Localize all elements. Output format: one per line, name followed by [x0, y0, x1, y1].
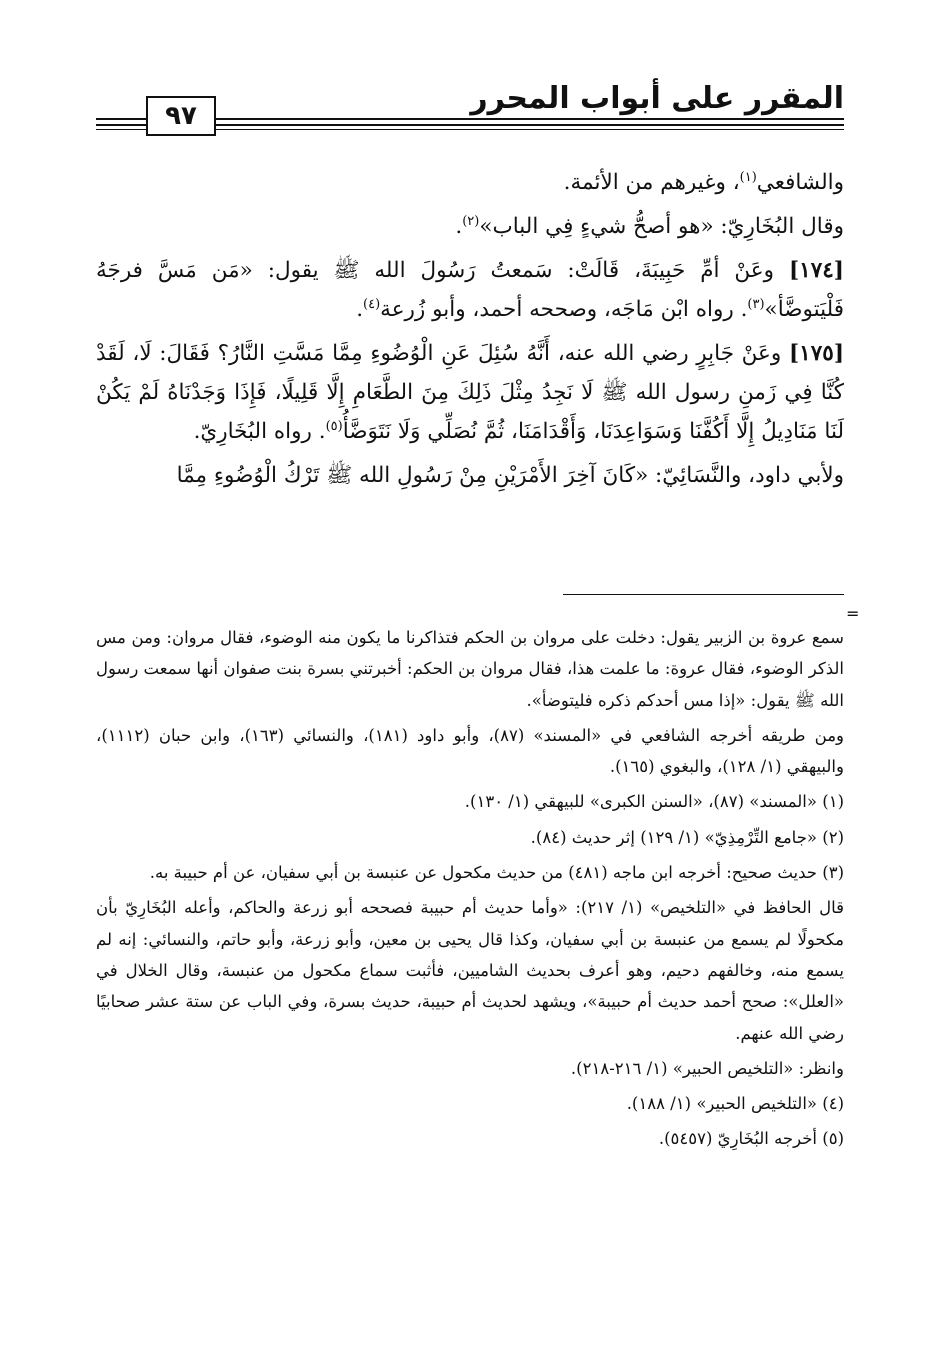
page-header — [96, 78, 844, 138]
footnote-5: (٥) أخرجه البُخَارِيّ (٥٤٥٧). — [658, 1129, 844, 1149]
footnote-continued: سمع عروة بن الزبير يقول: دخلت على مروان بن الحكم فتذاكرنا ما يكون منه الوضوء، فقال مروان: ومن مس الذكر الوضوء، فقال عروة: ما علمت هذا، فقال مروان بن الحكم: أخبرتني بسرة بنت صفوان أنها سمعت رسول الله ﷺ يقول: «إذا مس أحدكم ذكره فليتوضأ». — [96, 628, 844, 710]
footnote-3-discussion: قال الحافظ في «التلخيص» (١/ ٢١٧): «وأما حديث أم حبيبة فصححه أبو زرعة والحاكم، وأعله البُخَارِيّ بأن مكحولًا لم يسمع من عنبسة بن أبي سفيان، وكذا قال يحيى بن معين، وأبو زرعة، وأبو حاتم، والنسائي: إنه لم يسمع منه، وخالفهم دحيم، وهو أعرف بحديث الشاميين، فأثبت سماع مكحول من عنبسة، وقال الخلال في «العلل»: صحح أحمد حديث أم حبيبة»، ويشهد لحديث أم حبيبة، حديث بسرة، وفي الباب عن ستة عشر صحابيًا رضي الله عنهم. — [96, 898, 844, 1043]
book-title: المقرر على أبواب المحرر — [470, 81, 844, 116]
paragraph-shafii: والشافعي$^{(١)}$، وغيرهم من الأئمة. — [563, 169, 844, 195]
footnote-3: (٣) حديث صحيح: أخرجه ابن ماجه (٤٨١) من حديث مكحول عن عنبسة بن أبي سفيان، عن أم حبيبة به. — [149, 863, 844, 883]
footnote-continued-sources: ومن طريقه أخرجه الشافعي في «المسند» (٨٧)، وأبو داود (١٨١)، والنسائي (١٦٣)، وابن حبان (١١١٢)، والبيهقي (١/ ١٢٨)، والبغوي (١٦٥). — [96, 725, 845, 777]
footnote-3-see-also: وانظر: «التلخيص الحبير» (١/ ٢١٦-٢١٨). — [570, 1058, 844, 1078]
page-number: ٩٧ — [146, 96, 216, 136]
footnote-1: (١) «المسند» (٨٧)، «السنن الكبرى» للبيهقي (١/ ١٣٠). — [464, 792, 844, 812]
paragraph-bukhari-quote: وقال البُخَارِيّ: «هو أصحُّ شيءٍ فِي الباب»$^{(٢)}$. — [455, 213, 844, 239]
footnote-ref-5: (٥) — [325, 418, 343, 434]
paragraph-abu-dawud: ولأبي داود، والنَّسَائِيّ: «كَانَ آخِرَ الأَمْرَيْنِ مِنْ رَسُولِ الله ﷺ تَرْكُ الْوُضُوءِ مِمَّا — [176, 463, 844, 488]
hadith-number-174: [١٧٤] — [788, 258, 844, 283]
footnotes — [96, 622, 844, 1159]
footnote-ref-2: (٢) — [462, 213, 480, 229]
hadith-number-175: [١٧٥] — [788, 341, 844, 366]
footnote-ref-1: (١) — [739, 169, 757, 185]
footnote-ref-4: (٤) — [363, 296, 381, 312]
hadith-174: [١٧٤] وعَنْ أمِّ حَبِيبَةَ، قَالَتْ: سَمعتُ رَسُولَ الله ﷺ يقول: «مَن مَسَّ فرجَهُ فَلْيَتوضَّأ»$^{(٣)}$. رواه ابْن مَاجَه، وصححه أحمد، وأبو زُرعة$^{(٤)}$. — [96, 258, 844, 322]
footnote-separator — [563, 594, 844, 595]
hadith-175: [١٧٥] وعَنْ جَابِرٍ رضي الله عنه، أَنَّهُ سُئِلَ عَنِ الْوُضُوءِ مِمَّا مَسَّتِ النَّارُ؟ فَقَالَ: لَا، لَقَدْ كُنَّا فِي زَمنِ رسول الله ﷺ لَا نَجِدُ مِثْلَ ذَلِكَ مِنَ الطَّعَامِ إِلَّا قَلِيلًا، فَإِذَا وَجَدْنَاهُ لَمْ يَكُنْ لَنَا مَنَادِيلُ إِلَّا أَكُفَّنَا وَسَوَاعِدَنَا، وَأَقْدَامَنَا، ثُمَّ نُصَلِّي وَلَا نَتَوَضَّأُ$^{(٥)}$. رواه البُخَارِيّ. — [96, 341, 844, 444]
main-text — [96, 163, 844, 500]
footnote-2: (٢) «جامع التِّرْمِذِيّ» (١/ ١٢٩) إثر حديث (٨٤). — [530, 827, 844, 847]
footnote-ref-3: (٣) — [747, 296, 765, 312]
footnote-4: (٤) «التلخيص الحبير» (١/ ١٨٨). — [626, 1094, 844, 1114]
continuation-mark: = — [846, 604, 860, 623]
